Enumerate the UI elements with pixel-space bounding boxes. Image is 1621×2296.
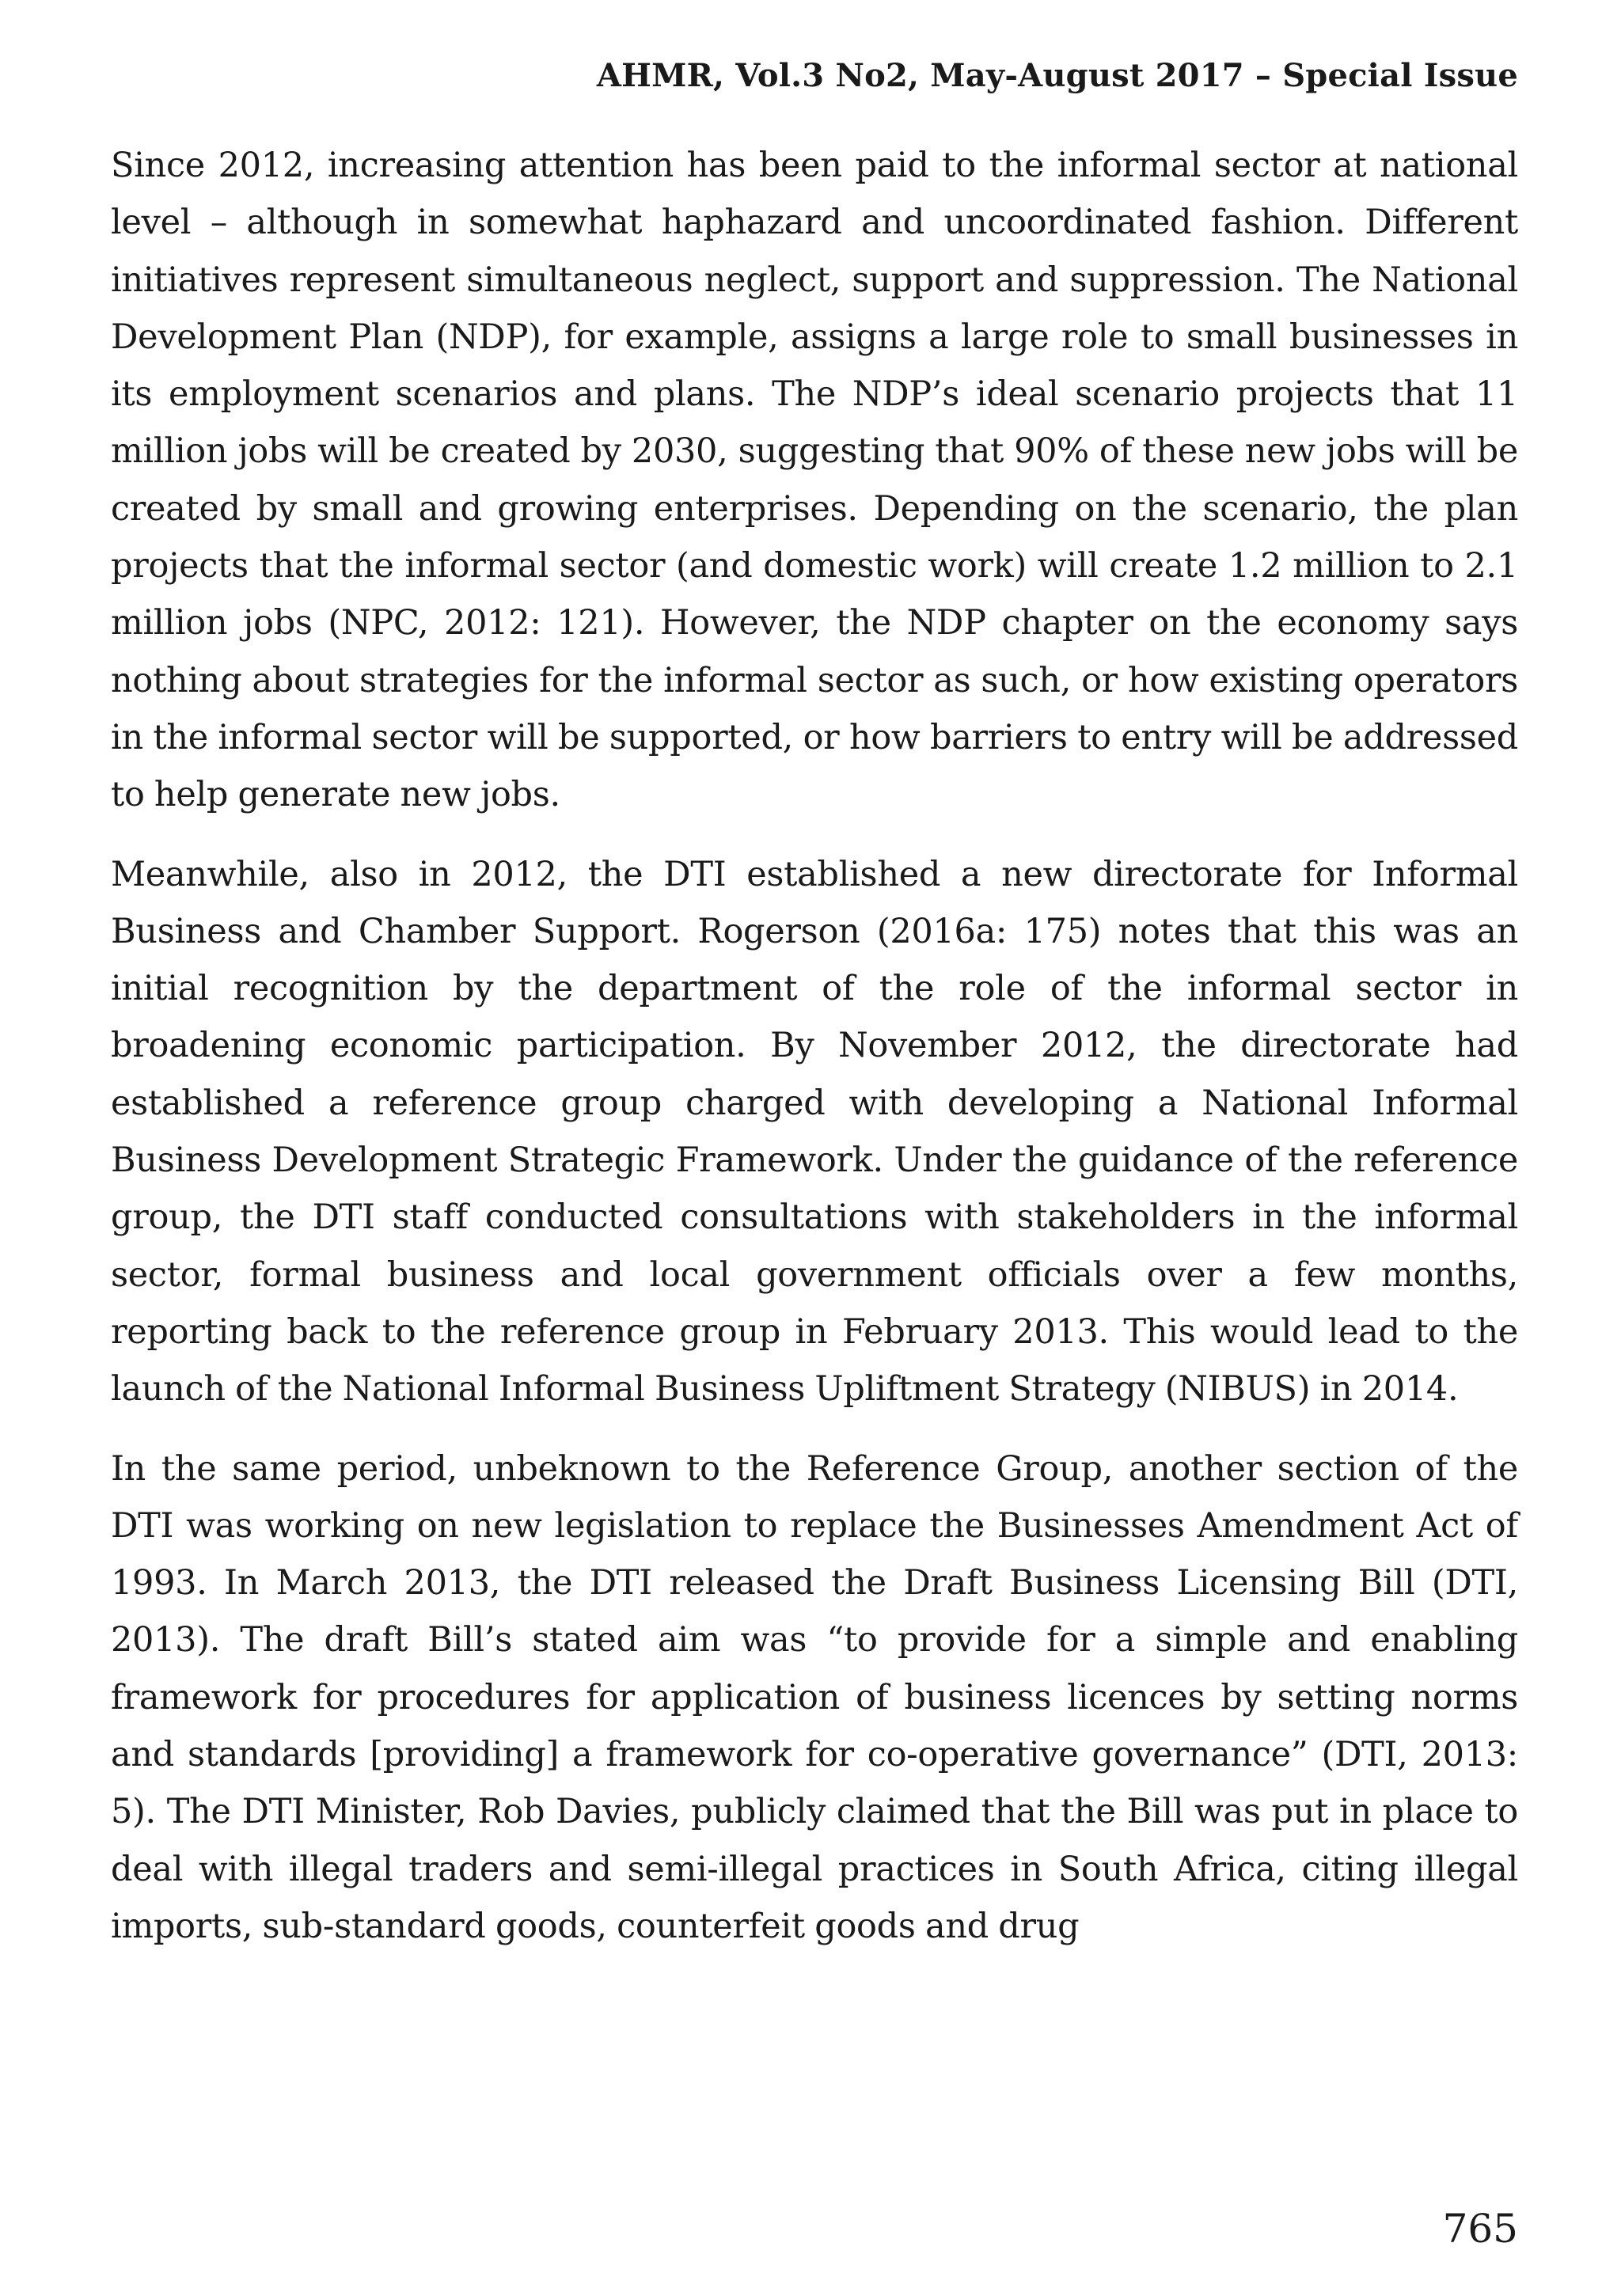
page-number: 765 (1442, 2206, 1518, 2252)
paragraph-1: Since 2012, increasing attention has been paid to the informal sector at national level – although in somewhat haphazard and uncoordinated fashion. Different initiatives represent simultaneous neglect, support and suppression. The National Development Plan (NDP), for example, assigns a large role to small businesses in its employment scenarios and plans. The NDP’s ideal scenario projects that 11 million jobs will be created by 2030, suggesting that 90% of these new jobs will be created by small and growing enterprises. Depending on the scenario, the plan projects that the informal sector (and domestic work) will create 1.2 million to 2.1 million jobs (NPC, 2012: 121). However, the NDP chapter on the economy says nothing about strategies for the informal sector as such, or how existing operators in the informal sector will be supported, or how barriers to entry will be addressed to help generate new jobs. (111, 146, 1518, 815)
paragraph-3: In the same period, unbeknown to the Reference Group, another section of the DTI was working on new legislation to replace the Businesses Amendment Act of 1993. In March 2013, the DTI released the Draft Business Licensing Bill (DTI, 2013). The draft Bill’s stated aim was “to provide for a simple and enabling framework for procedures for application of business licences by setting norms and standards [providing] a framework for co-operative governance” (DTI, 2013: 5). The DTI Minister, Rob Davies, publicly claimed that the Bill was put in place to deal with illegal traders and semi-illegal practices in South Africa, citing illegal imports, sub-standard goods, counterfeit goods and drug (111, 1448, 1518, 1946)
paragraph-2: Meanwhile, also in 2012, the DTI established a new directorate for Informal Business and Chamber Support. Rogerson (2016a: 175) notes that this was an initial recognition by the department of the role of the informal sector in broadening economic participation. By November 2012, the directorate had established a reference group charged with developing a National Informal Business Development Strategic Framework. Under the guidance of the reference group, the DTI staff conducted consultations with stakeholders in the informal sector, formal business and local government officials over a few months, reporting back to the reference group in February 2013. This would lead to the launch of the National Informal Business Upliftment Strategy (NIBUS) in 2014. (111, 854, 1518, 1410)
journal-page (111, 0, 1518, 2296)
body-text (111, 137, 1518, 1977)
running-header: AHMR, Vol.3 No2, May-August 2017 – Special Issue (596, 57, 1518, 94)
